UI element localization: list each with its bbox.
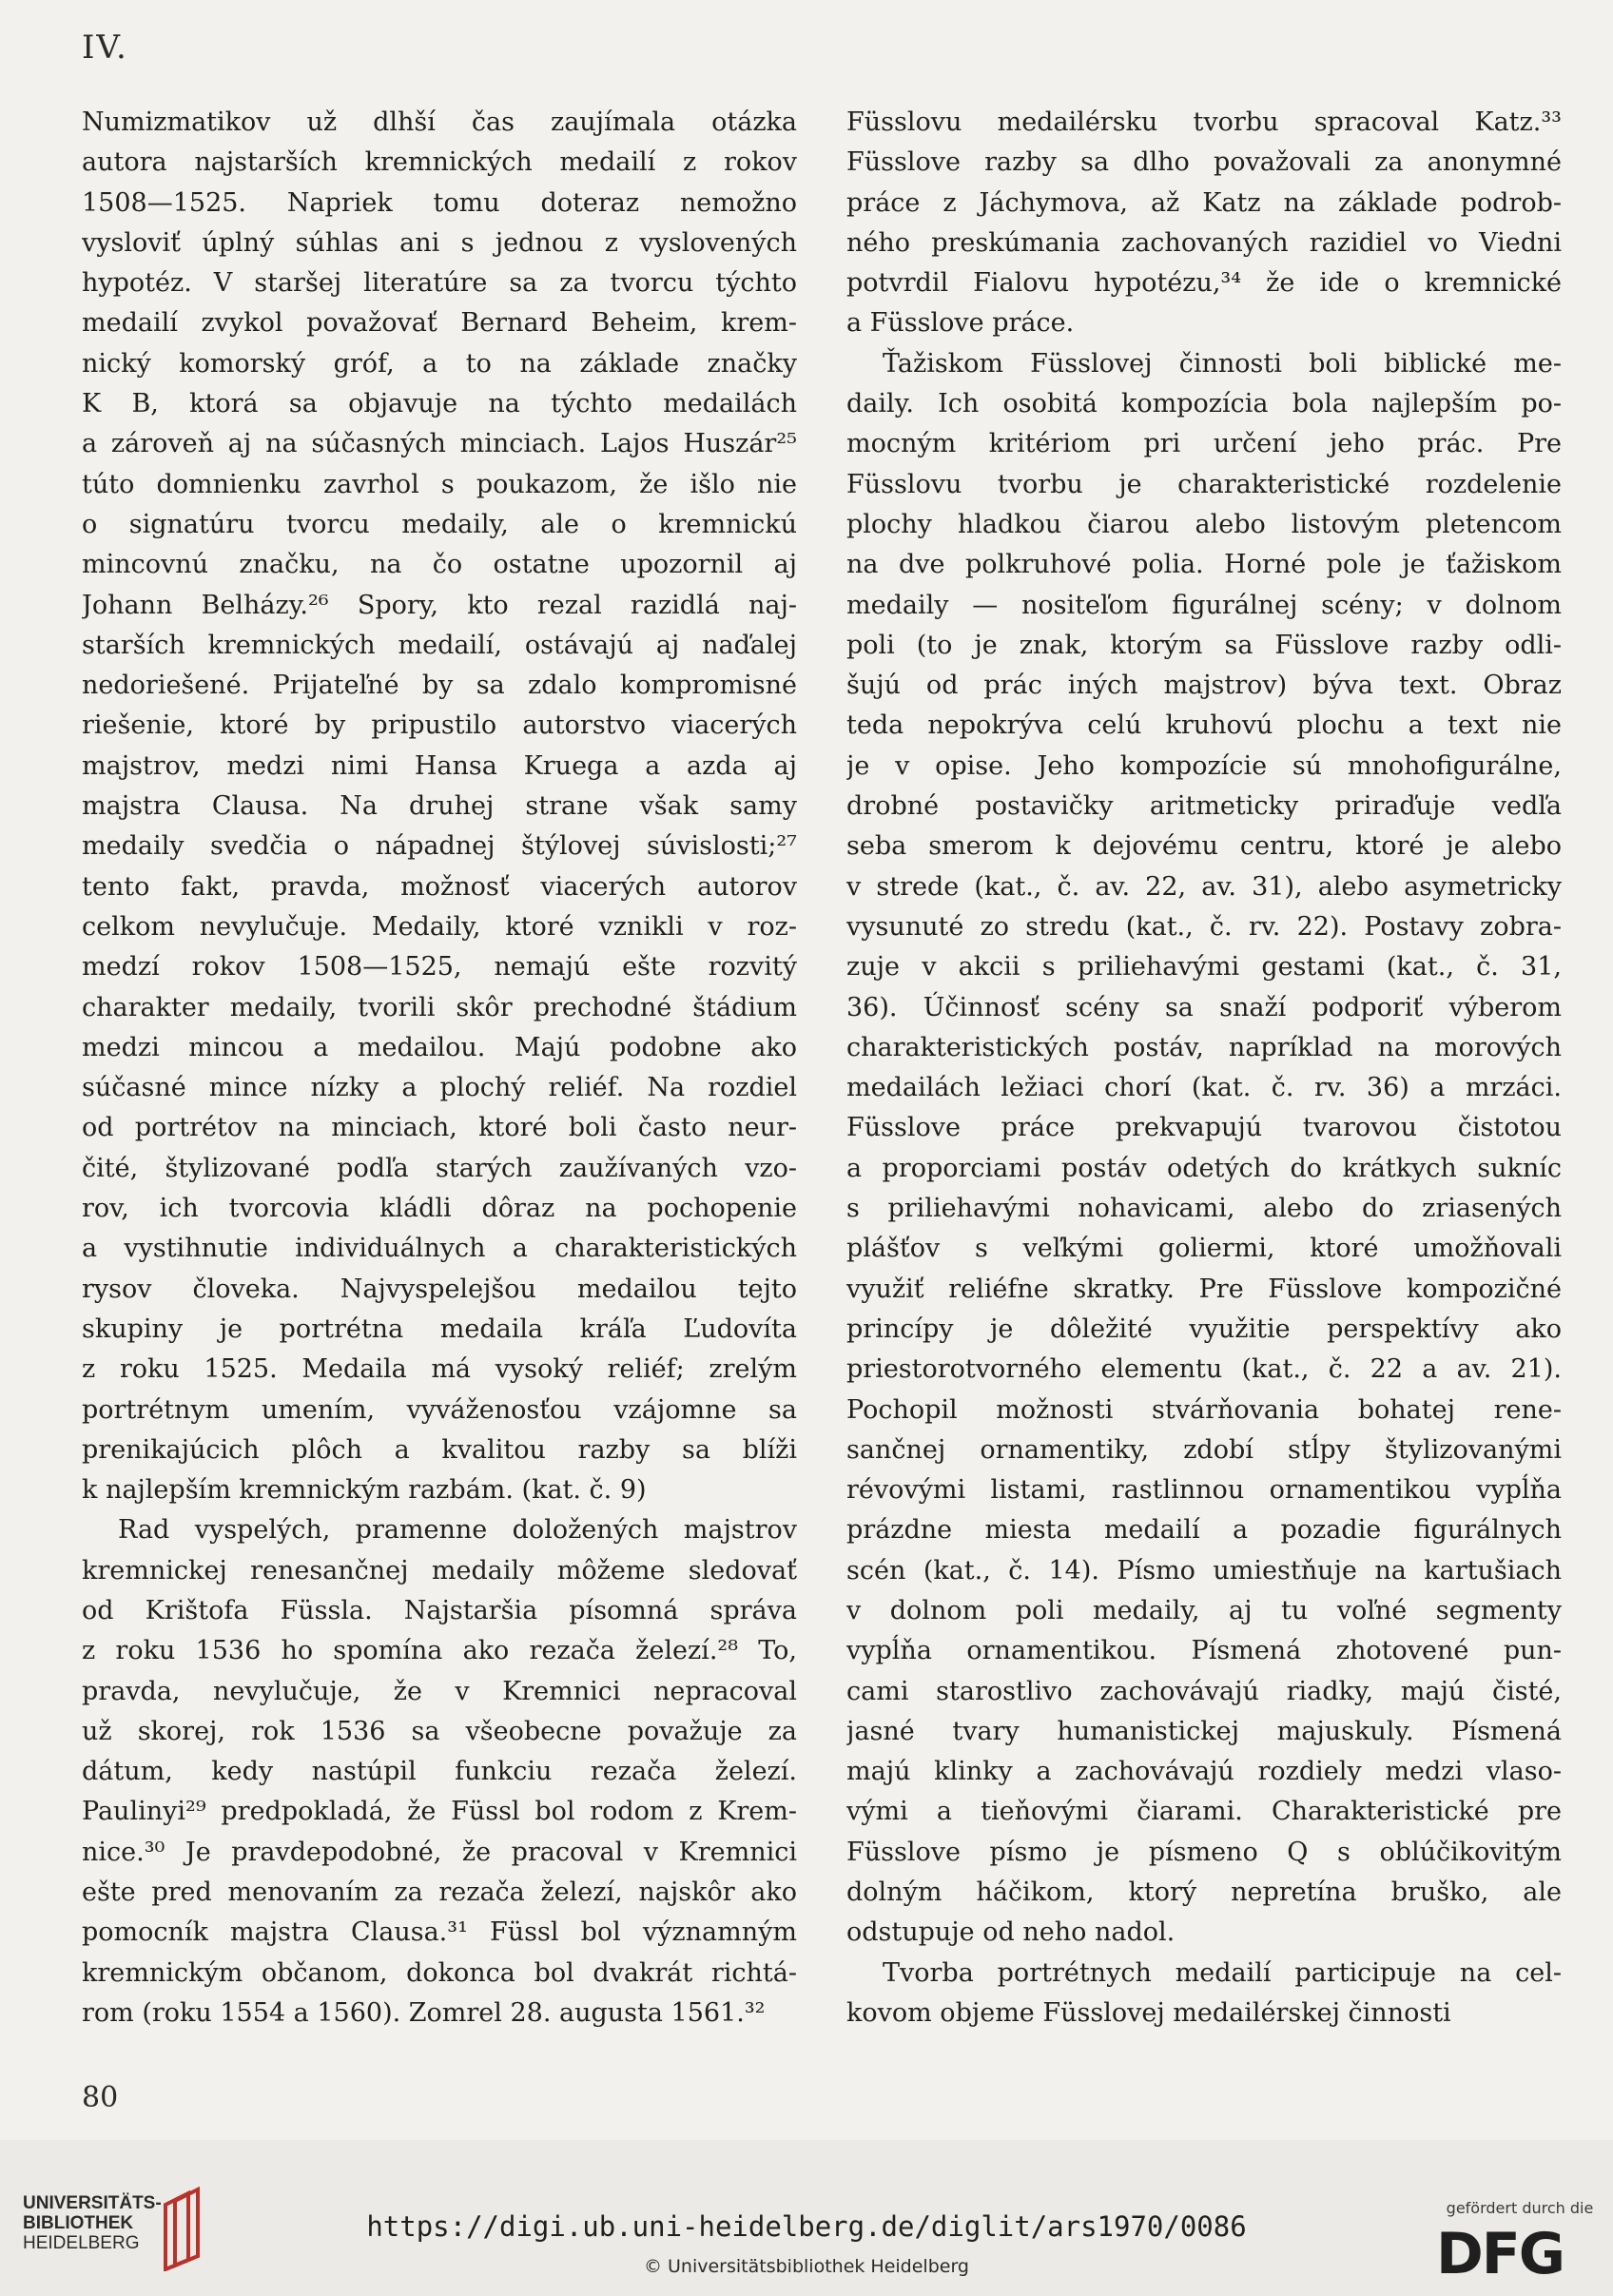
library-name-line-2: BIBLIOTHEK bbox=[23, 2213, 134, 2233]
text-line: dátum, kedy nastúpil funkciu rezača železí. bbox=[82, 1757, 797, 1787]
text-line: K B, ktorá sa objavuje na týchto medailách bbox=[82, 389, 797, 419]
text-line: seba smerom k dejovému centru, ktoré je alebo bbox=[846, 831, 1562, 862]
text-line: v dolnom poli medaily, aj tu voľné segmenty bbox=[846, 1595, 1562, 1625]
text-line: Rad vyspelých, pramenne doložených majstrov bbox=[118, 1515, 797, 1546]
library-name-line-3: HEIDELBERG bbox=[23, 2233, 140, 2253]
text-line: z roku 1536 ho spomína ako rezača železí.²⁸ To, bbox=[82, 1636, 797, 1666]
text-line: Füsslovu tvorbu je charakteristické rozdelenie bbox=[846, 469, 1562, 499]
text-line: starších kremnických medailí, ostávajú aj naďalej bbox=[82, 630, 797, 660]
text-line: rysov človeka. Najvyspelejšou medailou tejto bbox=[82, 1274, 797, 1304]
text-line: rov, ich tvorcovia kládli dôraz na pochopenie bbox=[82, 1194, 797, 1224]
text-line: Pochopil možnosti stvárňovania bohatej rene- bbox=[846, 1394, 1562, 1425]
text-line: Johann Belházy.²⁶ Spory, kto rezal razidlá naj- bbox=[82, 590, 797, 620]
text-line: 1508—1525. Napriek tomu doteraz nemožno bbox=[82, 187, 797, 218]
text-line: a Füsslove práce. bbox=[846, 308, 1075, 339]
text-line: nedoriešené. Prijateľné by sa zdalo kompromisné bbox=[82, 671, 797, 701]
paragraph bbox=[846, 1954, 1562, 2034]
text-line: s priliehavými nohavicami, alebo do zriasených bbox=[846, 1194, 1562, 1224]
text-line: sančnej ornamentiky, zdobí stĺpy štylizovanými bbox=[846, 1434, 1562, 1465]
digitization-footer bbox=[0, 2140, 1613, 2296]
text-line: k najlepším kremnickým razbám. (kat. č. 9) bbox=[82, 1475, 647, 1506]
text-line: nický komorský gróf, a to na základe značky bbox=[82, 348, 797, 379]
text-line: prenikajúcich plôch a kvalitou razby sa blíži bbox=[82, 1434, 797, 1465]
text-line: plochy hladkou čiarou alebo listovým pletencom bbox=[846, 509, 1562, 539]
text-line: medailí zvykol považovať Bernard Beheim, krem- bbox=[82, 308, 797, 339]
text-line: na dve polkruhové polia. Horné pole je ťažiskom bbox=[846, 550, 1562, 580]
text-line: majstrov, medzi nimi Hansa Kruega a azda aj bbox=[82, 750, 797, 781]
text-line: scén (kat., č. 14). Písmo umiestňuje na kartušiach bbox=[846, 1555, 1562, 1586]
dfg-logo bbox=[1432, 2224, 1600, 2279]
text-line: pravda, nevylučuje, že v Kremnici nepracoval bbox=[82, 1676, 797, 1706]
text-line: majú klinky a zachovávajú rozdiely medzi vlaso- bbox=[846, 1757, 1562, 1787]
text-line: drobné postavičky aritmeticky priraďuje vedľa bbox=[846, 791, 1562, 822]
text-line: medaily — nositeľom figurálnej scény; v dolnom bbox=[846, 590, 1562, 620]
text-line: potvrdil Fialovu hypotézu,³⁴ že ide o kremnické bbox=[846, 268, 1562, 299]
text-line: vysloviť úplný súhlas ani s jednou z vyslovených bbox=[82, 227, 797, 258]
text-line: medzí rokov 1508—1525, nemajú ešte rozvitý bbox=[82, 952, 797, 983]
text-line: Tvorba portrétnych medailí participuje na cel- bbox=[883, 1957, 1562, 1988]
left-text-column bbox=[82, 103, 797, 2033]
text-line: skupiny je portrétna medaila kráľa Ľudovíta bbox=[82, 1313, 797, 1344]
paragraph bbox=[82, 103, 797, 1510]
text-line: kremnickej renesančnej medaily môžeme sledovať bbox=[82, 1555, 797, 1586]
text-line: ného preskúmania zachovaných razidiel vo Viedni bbox=[846, 227, 1562, 258]
text-line: už skorej, rok 1536 sa všeobecne považuje za bbox=[82, 1716, 797, 1746]
text-line: a proporciami postáv odetých do krátkych sukníc bbox=[846, 1153, 1562, 1183]
text-line: kremnickým občanom, dokonca bol dvakrát richtá- bbox=[82, 1957, 797, 1988]
text-line: o signatúru tvorcu medaily, ale o kremnickú bbox=[82, 509, 797, 539]
text-line: Paulinyi²⁹ predpokladá, že Füssl bol rodom z Krem- bbox=[82, 1797, 797, 1827]
text-line: využiť reliéfne skratky. Pre Füsslove kompozičné bbox=[846, 1274, 1562, 1304]
text-line: vypĺňa ornamentikou. Písmená zhotovené pun- bbox=[846, 1636, 1562, 1666]
text-line: čité, štylizované podľa starých zaužívaných vzo- bbox=[82, 1153, 797, 1183]
text-line: od portrétov na minciach, ktoré boli často neur- bbox=[82, 1113, 797, 1143]
text-line: túto domnienku zavrhol s poukazom, že išlo nie bbox=[82, 469, 797, 499]
text-line: Füsslove práce prekvapujú tvarovou čistotou bbox=[846, 1113, 1562, 1143]
text-line: medzi mincou a medailou. Majú podobne ako bbox=[82, 1032, 797, 1062]
text-line: jasné tvary humanistickej majuskuly. Písmená bbox=[846, 1716, 1562, 1746]
source-url-link[interactable]: https://digi.ub.uni-heidelberg.de/diglit/ars1970/0086 bbox=[366, 2210, 1247, 2243]
text-line: rom (roku 1554 a 1560). Zomrel 28. augusta 1561.³² bbox=[82, 1997, 766, 2028]
text-line: cami starostlivo zachovávajú riadky, majú čisté, bbox=[846, 1676, 1562, 1706]
text-line: teda nepokrýva celú kruhovú plochu a text nie bbox=[846, 710, 1562, 741]
text-line: súčasné mince nízky a plochý reliéf. Na rozdiel bbox=[82, 1073, 797, 1103]
text-line: priestorotvorného elementu (kat., č. 22 a av. 21). bbox=[846, 1354, 1562, 1385]
text-line: Numizmatikov už dlhší čas zaujímala otázka bbox=[82, 107, 797, 137]
text-line: charakter medaily, tvorili skôr prechodné štádium bbox=[82, 992, 797, 1022]
text-line: od Krištofa Füssla. Najstaršia písomná správa bbox=[82, 1595, 797, 1625]
text-line: Füsslovu medailérsku tvorbu spracoval Katz.³³ bbox=[846, 107, 1562, 137]
text-line: mocným kritériom pri určení jeho prác. Pre bbox=[846, 429, 1562, 459]
text-line: dolným háčikom, ktorý nepretína bruško, ale bbox=[846, 1878, 1562, 1908]
chapter-numeral: IV. bbox=[82, 29, 128, 67]
funding-caption: gefördert durch die bbox=[1446, 2199, 1594, 2217]
text-line: Füsslove razby sa dlho považovali za anonymné bbox=[846, 147, 1562, 178]
text-line: vými a tieňovými čiarami. Charakteristické pre bbox=[846, 1797, 1562, 1827]
page-number: 80 bbox=[82, 2081, 119, 2114]
text-line: révovými listami, rastlinnou ornamentikou vypĺňa bbox=[846, 1475, 1562, 1506]
text-line: celkom nevylučuje. Medaily, ktoré vznikli v roz- bbox=[82, 911, 797, 942]
text-line: prázdne miesta medailí a pozadie figurálnych bbox=[846, 1515, 1562, 1546]
text-line: a vystihnutie individuálnych a charakteristických bbox=[82, 1234, 797, 1264]
text-line: princípy je dôležité využitie perspektívy ako bbox=[846, 1313, 1562, 1344]
text-line: odstupuje od neho nadol. bbox=[846, 1917, 1176, 1948]
text-line: pomocník majstra Clausa.³¹ Füssl bol významným bbox=[82, 1917, 797, 1948]
text-line: daily. Ich osobitá kompozícia bola najlepším po- bbox=[846, 389, 1562, 419]
library-name-line-1: UNIVERSITÄTS- bbox=[23, 2193, 162, 2213]
text-line: ešte pred menovaním za rezača železí, najskôr ako bbox=[82, 1878, 797, 1908]
text-line: a zároveň aj na súčasných minciach. Lajos Huszár²⁵ bbox=[82, 429, 797, 459]
text-line: riešenie, ktoré by pripustilo autorstvo viacerých bbox=[82, 710, 797, 741]
copyright-notice: © Universitätsbibliothek Heidelberg bbox=[643, 2256, 969, 2277]
text-line: je v opise. Jeho kompozície sú mnohofigurálne, bbox=[846, 750, 1562, 781]
text-line: plášťov s veľkými goliermi, ktoré umožňovali bbox=[846, 1234, 1562, 1264]
text-line: charakteristických postáv, napríklad na morových bbox=[846, 1032, 1562, 1062]
text-line: poli (to je znak, ktorým sa Füsslove razby odli- bbox=[846, 630, 1562, 660]
text-line: vysunuté zo stredu (kat., č. rv. 22). Postavy zobra- bbox=[846, 911, 1562, 942]
text-line: zuje v akcii s priliehavými gestami (kat., č. 31, bbox=[846, 952, 1562, 983]
text-line: Ťažiskom Füsslovej činnosti boli biblické me- bbox=[883, 348, 1562, 379]
text-line: práce z Jáchymova, až Katz na základe podrob- bbox=[846, 187, 1562, 218]
dfg-logo-text: DFG bbox=[1436, 2224, 1564, 2279]
text-line: majstra Clausa. Na druhej strane však samy bbox=[82, 791, 797, 822]
text-line: mincovnú značku, na čo ostatne upozornil aj bbox=[82, 550, 797, 580]
text-line: nice.³⁰ Je pravdepodobné, že pracoval v Kremnici bbox=[82, 1837, 797, 1867]
text-line: autora najstarších kremnických medailí z rokov bbox=[82, 147, 797, 178]
text-line: z roku 1525. Medaila má vysoký reliéf; zrelým bbox=[82, 1354, 797, 1385]
text-line: medailách ležiaci chorí (kat. č. rv. 36) a mrzáci. bbox=[846, 1073, 1562, 1103]
text-line: hypotéz. V staršej literatúre sa za tvorcu týchto bbox=[82, 268, 797, 299]
right-text-column bbox=[846, 103, 1562, 2033]
text-line: kovom objeme Füsslovej medailérskej činnosti bbox=[846, 1997, 1451, 2028]
text-line: tento fakt, pravda, možnosť viacerých autorov bbox=[82, 871, 797, 902]
paragraph bbox=[82, 1510, 797, 2033]
text-line: 36). Účinnosť scény sa snaží podporiť výberom bbox=[846, 992, 1562, 1022]
text-line: šujú od prác iných majstrov) býva text. Obraz bbox=[846, 671, 1562, 701]
text-line: medaily svedčia o nápadnej štýlovej súvislosti;²⁷ bbox=[82, 831, 797, 862]
text-line: v strede (kat., č. av. 22, av. 31), alebo asymetricky bbox=[846, 871, 1562, 902]
paragraph bbox=[846, 103, 1562, 344]
text-line: Füsslove písmo je písmeno Q s oblúčikovitým bbox=[846, 1837, 1562, 1867]
paragraph bbox=[846, 344, 1562, 1954]
text-line: portrétnym umením, vyváženosťou vzájomne sa bbox=[82, 1394, 797, 1425]
